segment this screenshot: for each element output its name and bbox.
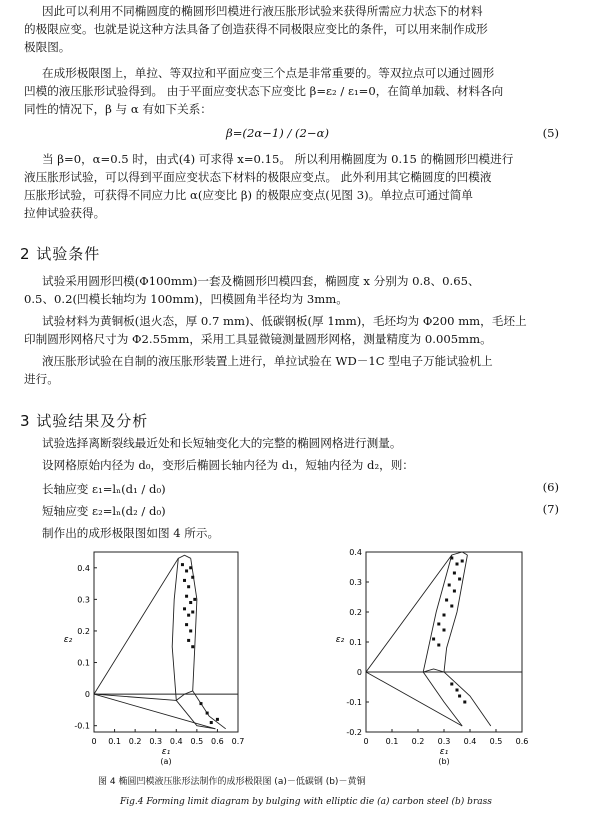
paragraph-line: 试验材料为黄铜板(退火态，厚 0.7 mm)、低碳钢板(厚 1mm)，毛坯均为 Φ200 mm，毛坯上 [42, 314, 527, 328]
y-tick-label: 0.3 [349, 578, 362, 587]
x-axis-label: ε₁ [439, 747, 449, 757]
equation-7: 短轴应变 ε₂=lₙ(d₂ / d₀) [42, 504, 166, 518]
y-tick-label: -0.1 [346, 698, 362, 707]
paragraph-line: 在成形极限图上，单拉、等双拉和平面应变三个点是非常重要的。等双拉点可以通过圆形 [42, 66, 495, 80]
paragraph-line: 当 β=0，α=0.5 时，由式(4) 可求得 x=0.15。 所以利用椭圆度为 0.15 的椭圆形凹模进行 [42, 152, 514, 166]
paragraph-line: 液压胀形试验，可以得到平面应变状态下材料的极限应变点。 此外利用其它椭圆度的凹模液 [24, 170, 492, 184]
x-tick-label: 0.5 [489, 737, 503, 746]
data-point [216, 718, 219, 721]
y-tick-label: 0.1 [349, 638, 362, 647]
data-point [191, 645, 194, 648]
equation-number: (6) [542, 480, 559, 494]
data-point [437, 623, 440, 626]
x-tick-label: 0.1 [108, 737, 121, 746]
data-point [443, 629, 446, 632]
data-point [189, 601, 192, 604]
y-axis-label: ε₂ [335, 635, 345, 645]
x-tick-label: 0.6 [211, 737, 224, 746]
figure-caption-cn: 图 4 椭圆凹模液压胀形法制作的成形极限图 (a)－低碳钢 (b)－黄铜 [98, 777, 366, 787]
data-point [191, 611, 194, 614]
limit-curve [366, 552, 467, 672]
paragraph-line: 的极限应变。也就是说这种方法具备了创造获得不同极限应变比的条件，可以用来制作成形 [24, 22, 488, 36]
limit-curve [366, 672, 462, 726]
data-point [453, 590, 456, 593]
panel-label: (b) [438, 757, 450, 766]
data-point [189, 566, 192, 569]
data-point [189, 629, 192, 632]
y-tick-label: 0.3 [77, 595, 90, 605]
data-point [456, 563, 459, 566]
data-point [448, 584, 451, 587]
data-point [199, 702, 202, 705]
data-point [450, 605, 453, 608]
data-point [206, 712, 209, 715]
data-point [187, 585, 190, 588]
data-point [456, 689, 459, 692]
data-point [183, 579, 186, 582]
data-point [193, 598, 196, 601]
data-point [461, 560, 464, 563]
forming-limit-chart-b [330, 548, 545, 768]
y-tick-label: 0.2 [77, 626, 90, 636]
x-tick-label: 0.5 [190, 737, 204, 746]
data-point [183, 607, 186, 610]
section-heading: 2 试验条件 [20, 245, 101, 263]
limit-curve [94, 691, 193, 701]
plot-frame [94, 552, 238, 732]
limit-curve [172, 558, 215, 729]
data-point [185, 595, 188, 598]
x-tick-label: 0.1 [385, 737, 399, 746]
data-point [458, 578, 461, 581]
data-point [432, 638, 435, 641]
y-tick-label: 0.2 [349, 608, 362, 617]
x-tick-label: 0.4 [169, 737, 183, 746]
data-point [185, 623, 188, 626]
y-tick-label: 0.1 [77, 658, 90, 668]
y-tick-label: -0.2 [346, 728, 362, 737]
data-point [443, 614, 446, 617]
x-tick-label: 0.2 [128, 737, 142, 746]
paragraph-line: 拉伸试验获得。 [24, 206, 106, 220]
figure-caption-en: Fig.4 Forming limit diagram by bulging with elliptic die (a) carbon steel (b) brass [120, 797, 492, 807]
paragraph-line: 0.5、0.2(凹模长轴均为 100mm)，凹模圆角半径均为 3mm。 [24, 292, 348, 306]
data-point [437, 644, 440, 647]
plot-frame [366, 552, 522, 732]
data-point [450, 683, 453, 686]
forming-limit-chart-a [60, 548, 260, 768]
y-axis-label: ε₂ [63, 635, 73, 645]
paragraph-line: 液压胀形试验在自制的液压胀形装置上进行，单拉试验在 WD－1C 型电子万能试验机上 [42, 354, 493, 368]
data-point [181, 563, 184, 566]
paragraph-line: 试验选择离断裂线最近处和长短轴变化大的完整的椭圆网格进行测量。 [42, 436, 402, 450]
equation-6: 长轴应变 ε₁=lₙ(d₁ / d₀) [42, 482, 166, 496]
x-tick-label: 0.4 [463, 737, 477, 746]
y-tick-label: 0 [84, 690, 90, 700]
paragraph-line: 压胀形试验，可获得不同应力比 α(应变比 β) 的极限应变点(见图 3)。单拉点可通过简单 [24, 188, 473, 202]
paragraph-line: 试验采用圆形凹模(Φ100mm)一套及椭圆形凹模四套，椭圆度 x 分别为 0.8、0.65、 [42, 274, 480, 288]
limit-curve [444, 555, 491, 726]
panel-label: (a) [160, 757, 172, 766]
x-tick-label: 0.6 [515, 737, 529, 746]
limit-curve [191, 558, 226, 729]
limit-curve [94, 694, 215, 729]
equation-number: (7) [542, 502, 559, 516]
x-tick-label: 0 [363, 737, 369, 746]
equation-number: (5) [542, 126, 559, 140]
y-tick-label: 0.4 [77, 563, 90, 573]
x-tick-label: 0.2 [411, 737, 425, 746]
data-point [445, 599, 448, 602]
x-tick-label: 0.3 [149, 737, 163, 746]
equation-5: β=(2α−1) / (2−α) [226, 126, 330, 140]
section-heading: 3 试验结果及分析 [20, 412, 149, 430]
x-tick-label: 0 [91, 737, 97, 746]
data-point [191, 576, 194, 579]
data-point [187, 614, 190, 617]
paragraph-line: 制作出的成形极限图如图 4 所示。 [42, 526, 220, 540]
limit-curve [423, 555, 462, 726]
x-tick-label: 0.7 [231, 737, 245, 746]
paragraph-line: 极限图。 [24, 40, 71, 54]
y-tick-label: 0 [356, 668, 362, 677]
data-point [458, 695, 461, 698]
data-point [185, 569, 188, 572]
y-tick-label: -0.1 [74, 721, 90, 731]
data-point [463, 701, 466, 704]
y-tick-label: 0.4 [349, 548, 362, 557]
paragraph-line: 进行。 [24, 372, 59, 386]
paragraph-line: 凹模的液压胀形试验得到。 由于平面应变状态下应变比 β=ε₂ / ε₁=0，在简单加载、材料各向 [24, 84, 504, 98]
data-point [187, 639, 190, 642]
data-point [210, 721, 213, 724]
paragraph-line: 因此可以利用不同椭圆度的椭圆形凹模进行液压胀形试验来获得所需应力状态下的材料 [42, 4, 483, 18]
x-axis-label: ε₁ [161, 747, 171, 757]
paragraph-line: 印制圆形网格尺寸为 Φ2.55mm，采用工具显微镜测量圆形网格，测量精度为 0.005mm。 [24, 332, 492, 346]
paragraph-line: 同性的情况下，β 与 α 有如下关系： [24, 102, 212, 116]
x-tick-label: 0.3 [437, 737, 451, 746]
data-point [453, 572, 456, 575]
data-point [450, 557, 453, 560]
paragraph-line: 设网格原始内径为 d₀，变形后椭圆长轴内径为 d₁，短轴内径为 d₂，则： [42, 458, 414, 472]
